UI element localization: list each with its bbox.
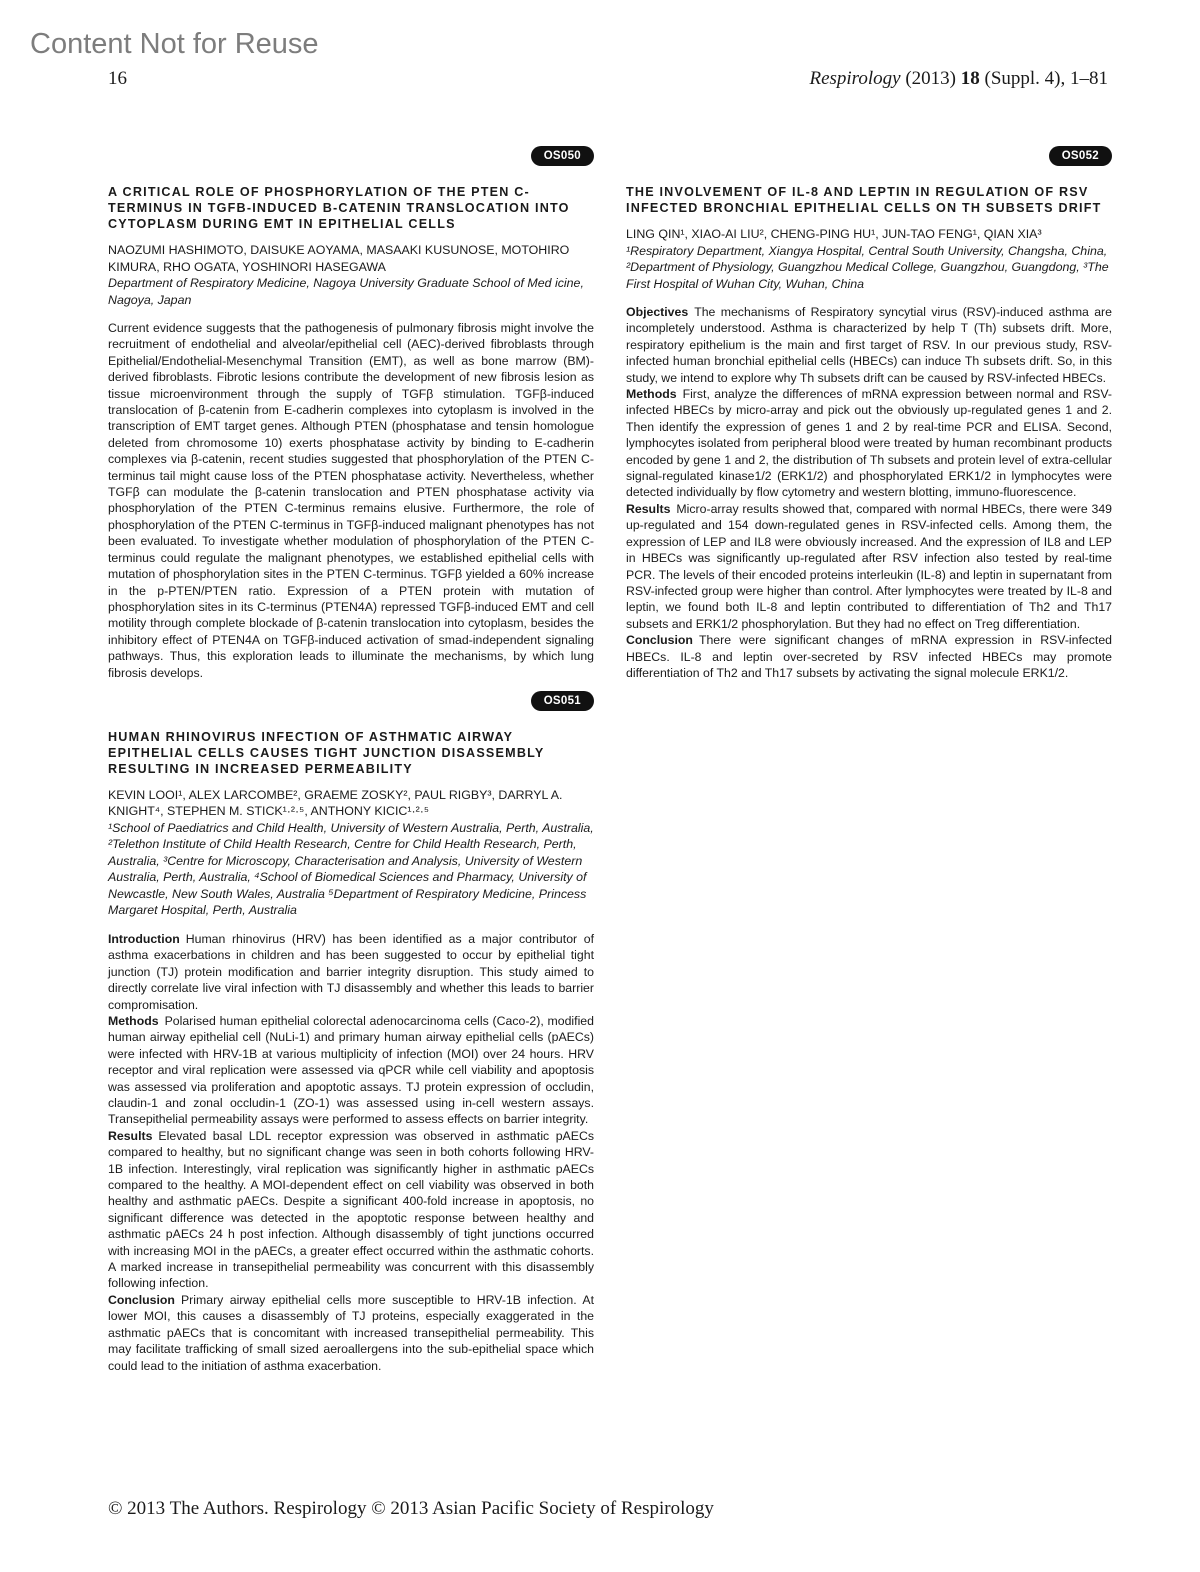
section-text: There were significant changes of mRNA expression in RSV-infected HBECs. IL-8 and leptin over-secreted by RSV infected HBECs may promote differentiation of Th2 and Th17 subsets by activating the signal molecule ERK1/2. xyxy=(626,633,1112,680)
section-text: Primary airway epithelial cells more susceptible to HRV-1B infection. At lower MOI, this causes a disassembly of TJ proteins, especially exaggerated in the asthmatic pAECs that is concomitant with increased transepithelial permeability. This may facilitate trafficking of small sized aeroallergens into the sub-epithelial space which could lead to the initiation of asthma exacerbation. xyxy=(108,1292,594,1373)
section-results xyxy=(626,501,1112,632)
abstract-code-badge: OS051 xyxy=(531,691,594,711)
abstract-body: Current evidence suggests that the pathogenesis of pulmonary fibrosis might involve the recruitment of endothelial and alveolar/epithelial cell (AEC)-derived fibroblasts through Epithelial/Endothelial-Mesenchymal Transition (EMT), as well as bone marrow (BM)-derived fibroblasts. Fibrotic lesions contribute the development of new fibrosis lesion as tissue microenvironment through the supply of TGFβ stimulation. TGFβ-induced translocation of β-catenin from E-cadherin complexes into cytoplasm is involved in the transcription of EMT target genes. Although PTEN (phosphatase and tensin homologue deleted from chromosome 10) exerts phosphatase activity by binding to E-cadherin complexes via β-catenin, recent studies suggested that phosphorylation of the PTEN C-terminus tail might cause loss of the PTEN phosphatase activity. Nevertheless, whether TGFβ can modulate the β-catenin translocation and PTEN phosphatase activity via phosphorylation of the PTEN C-terminus remains elusive. Furthermore, the role of phosphorylation of the PTEN C-terminus in TGFβ-induced malignant phenotypes has not been evaluated. To investigate whether modulation of phosphorylation of the PTEN C-terminus could regulate the malignant phenotypes, we established epithelial cells with mutation of phosphorylation sites in the PTEN C-terminus. TGFβ yielded a 60% increase in the p-PTEN/PTEN ratio. Expression of a PTEN protein with mutation of phosphorylation sites in its C-terminus (PTEN4A) repressed TGFβ-induced EMT and cell motility through complete blockade of β-catenin translocation into cytoplasm, besides the inhibitory effect of PTEN4A on TGFβ-induced activation of smad-independent signaling pathways. Thus, this exploration leads to illuminate the mechanisms, by which lung fibrosis develops. xyxy=(108,321,594,680)
section-label: Conclusion xyxy=(108,1292,175,1307)
abstract-title: A CRITICAL ROLE OF PHOSPHORYLATION OF THE PTEN C-TERMINUS IN TGFB-INDUCED B-CATENIN TRANSLOCATION INTO CYTOPLASM DURING EMT IN EPITHELIAL CELLS xyxy=(108,185,570,231)
section-introduction xyxy=(108,931,594,1013)
abstract-affiliation: ¹Respiratory Department, Xiangya Hospital, Central South University, Changsha, China, ²Department of Physiology, Guangzhou Medical College, Guangzhou, Guangdong, ³The First Hospital of Wuhan City, Wuhan, China xyxy=(626,243,1109,291)
section-text: Elevated basal LDL receptor expression was observed in asthmatic pAECs compared to healthy, but no significant change was seen in both cohorts following HRV-1B infection. Interestingly, viral replication was significantly higher in asthmatic pAECs compared to the healthy. A MOI-dependent effect on cell viability was observed in both healthy and asthmatic pAECs. Despite a significant 400-fold increase in apoptosis, no significant difference was detected in the apoptotic response between healthy and asthmatic pAECs 24 h post infection. Although disassembly of tight junctions occurred with increasing MOI in the pAECs, a greater effect occurred within the asthmatic cohorts. A marked increase in transepithelial permeability was concurrent with this disassembly following infection. xyxy=(108,1128,594,1291)
abstract-os051 xyxy=(108,691,594,1374)
section-text: Human rhinovirus (HRV) has been identified as a major contributor of asthma exacerbations in children and has been suggested to occur by epithelial tight junction (TJ) protein modification and barrier integrity disruption. This study aimed to directly correlate live viral infection with TJ disassembly and whether this leads to barrier compromisation. xyxy=(108,931,594,1012)
section-label: Conclusion xyxy=(626,633,693,648)
abstract-affiliation: ¹School of Paediatrics and Child Health, University of Western Australia, Perth, Australia, ²Telethon Institute of Child Health Research, Centre for Child Health Research, Perth, Australia, ³Centre for Microscopy, Characterisation and Analysis, University of Western Australia, Perth, Australia, ⁴School of Biomedical Sciences and Pharmacy, University of Newcastle, New South Wales, Australia ⁵Department of Respiratory Medicine, Princess Margaret Hospital, Perth, Australia xyxy=(108,820,594,918)
section-text: First, analyze the differences of mRNA expression between normal and RSV-infected HBECs by micro-array and pick out the obviously up-regulated genes 1 and 2. Then identify the expression of genes 1 and 2 by real-time PCR and ELISA. Second, lymphocytes isolated from peripheral blood were treated by human recombinant products encoded by gene 1 and 2, the distribution of Th subsets and protein level of extra-cellular signal-regulated kinase1/2 (ERK1/2) and phosphorylated ERK1/2 in lymphocytes were detected individually by flow cytometry and western blotting, immuno-fluorescence. xyxy=(626,387,1112,500)
journal-issue-pages: (Suppl. 4), 1–81 xyxy=(984,68,1108,89)
section-conclusion xyxy=(626,632,1112,681)
journal-year: (2013) xyxy=(905,68,956,89)
journal-name: Respirology xyxy=(809,68,901,89)
copyright-footer: © 2013 The Authors. Respirology © 2013 Asian Pacific Society of Respirology xyxy=(108,1498,714,1519)
section-methods xyxy=(626,386,1112,501)
journal-volume: 18 xyxy=(960,68,980,89)
running-head xyxy=(809,68,1108,90)
abstract-authors: NAOZUMI HASHIMOTO, DAISUKE AOYAMA, MASAAKI KUSUNOSE, MOTOHIRO KIMURA, RHO OGATA, YOSHINORI HASEGAWA xyxy=(108,243,570,274)
section-methods xyxy=(108,1013,594,1128)
section-label: Methods xyxy=(626,387,677,402)
watermark: Content Not for Reuse xyxy=(30,28,319,60)
abstract-authors: LING QIN¹, XIAO-AI LIU², CHENG-PING HU¹, JUN-TAO FENG¹, QIAN XIA³ xyxy=(626,227,1042,241)
section-text: Micro-array results showed that, compared with normal HBECs, there were 349 up-regulated and 154 down-regulated genes in RSV-infected cells. Among them, the expression of LEP and IL8 were obviously increased. And the expression of IL8 and LEP in HBECs was significantly up-regulated after RSV infection also tested by real-time PCR. The levels of their encoded proteins interleukin (IL-8) and leptin in supernatant from RSV-infected group were higher than control. After lymphocytes were treated by IL-8 and leptin, we found both IL-8 and leptin contributed to differentiation of Th2 and Th17 subsets and ERK1/2 phosphorylation. But they had no effect on Treg differentiation. xyxy=(626,501,1112,631)
abstract-title: HUMAN RHINOVIRUS INFECTION OF ASTHMATIC AIRWAY EPITHELIAL CELLS CAUSES TIGHT JUNCTION DISASSEMBLY RESULTING IN INCREASED PERMEABILITY xyxy=(108,729,545,776)
abstract-title: THE INVOLVEMENT OF IL-8 AND LEPTIN IN REGULATION OF RSV INFECTED BRONCHIAL EPITHELIAL CELLS ON TH SUBSETS DRIFT xyxy=(626,185,1102,215)
left-column xyxy=(108,146,594,1384)
section-text: Polarised human epithelial colorectal adenocarcinoma cells (Caco-2), modified human airway epithelial cell (NuLi-1) and primary human airway epithelial cells (pAECs) were infected with HRV-1B at various multiplicity of infection (MOI) over 24 hours. HRV receptor and viral replication were assessed via qPCR while cell viability and apoptosis was assessed via proliferation and apoptotic assays. TJ protein expression of occludin, claudin-1 and zonal occludin-1 (ZO-1) was assessed using in-cell western assays. Transepithelial permeability assays were performed to assess effects on barrier integrity. xyxy=(108,1013,594,1127)
section-results xyxy=(108,1128,594,1292)
abstract-code-badge: OS050 xyxy=(531,146,594,166)
section-text: The mechanisms of Respiratory syncytial virus (RSV)-induced asthma are incompletely understood. Asthma is characterized by help T (Th) subsets drift. More, respiratory epithelium is the main and first target of RSV. In our previous study, RSV-infected human bronchial epithelial cells (HBECs) can induce Th subsets drift. So, in this study, we intend to explore why Th subsets drift can be caused by RSV-infected HBECs. xyxy=(626,305,1112,385)
section-label: Introduction xyxy=(108,931,180,946)
abstract-os050 xyxy=(108,146,594,681)
section-label: Methods xyxy=(108,1013,159,1028)
section-label: Results xyxy=(108,1128,153,1143)
right-column xyxy=(626,146,1112,691)
page-number: 16 xyxy=(108,68,127,89)
section-label: Objectives xyxy=(626,305,689,319)
abstract-os052 xyxy=(626,146,1112,681)
abstract-authors: KEVIN LOOI¹, ALEX LARCOMBE², GRAEME ZOSKY², PAUL RIGBY³, DARRYL A. KNIGHT⁴, STEPHEN M. STICK¹·²·⁵, ANTHONY KICIC¹·²·⁵ xyxy=(108,787,563,819)
section-objectives xyxy=(626,304,1112,386)
abstract-code-badge: OS052 xyxy=(1049,146,1112,166)
abstract-affiliation: Department of Respiratory Medicine, Nagoya University Graduate School of Med icine, Nagoya, Japan xyxy=(108,276,584,307)
section-label: Results xyxy=(626,501,671,516)
section-conclusion xyxy=(108,1292,594,1374)
